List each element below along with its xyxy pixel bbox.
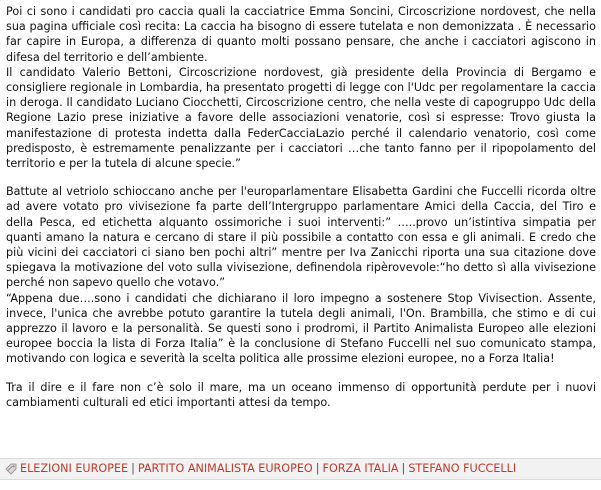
- tag-icon: [5, 463, 17, 475]
- tag-link-stefano-fuccelli[interactable]: STEFANO FUCCELLI: [408, 462, 517, 475]
- paragraph-line: “Appena due….sono i candidati che dichiarano il loro impegno a sostenere Stop Vivisection. Assente, invece, l'unica che avrebbe potuto garantire la tutela degli animali, l'On. Brambilla, che stimo e di cui apprezzo il lavoro e la personalità. Se questi sono i prodromi, il Partito Animalista Europeo alle elezioni europee boccia la lista di Forza Italia” è la conclusione di Stefano Fuccelli nel suo comunicato stampa, motivando con logica e severità la scelta politica alle prossime elezioni europee, no a Forza Italia!: [6, 291, 596, 366]
- tag-separator: |: [315, 462, 320, 475]
- tag-bar: [0, 458, 601, 480]
- tag-link-elezioni-europee[interactable]: ELEZIONI EUROPEE: [20, 462, 129, 475]
- tag-link-partito-animalista-europeo[interactable]: PARTITO ANIMALISTA EUROPEO: [137, 462, 313, 475]
- paragraph-line: Tra il dire e il fare non c’è solo il mare, ma un oceano immenso di opportunità perdute per i nuovi cambiamenti culturali ed etici importanti attesi da tempo.: [6, 380, 596, 409]
- tag-link-forza-italia[interactable]: FORZA ITALIA: [322, 462, 399, 475]
- tag-separator: |: [401, 462, 406, 475]
- article-body: [6, 4, 596, 410]
- paragraph-line: Il candidato Valerio Bettoni, Circoscrizione nordovest, già presidente della Provincia di Bergamo e consigliere regionale in Lombardia, ha presentato progetti di legge con l'Udc per regolamentare la caccia in deroga. Il candidato Luciano Ciocchetti, Circoscrizione centro, che nella veste di capogruppo Udc della Regione Lazio prese iniziative a favore delle associazioni venatorie, così si espresse: Trovo giusta la manifestazione di protesta indetta dalla FederCacciaLazio perché il calendario venatorio, così come predisposto, è estremamente penalizzante per i cacciatori …che tanto fanno per il ripopolamento del territorio e per la tutela di alcune specie.”: [6, 65, 596, 171]
- paragraph-line: Poi ci sono i candidati pro caccia quali la cacciatrice Emma Soncini, Circoscrizione nordovest, che nella sua pagina ufficiale così recita: La caccia ha bisogno di essere tutelata e non demonizzata . È necessario far capire in Europa, a differenza di quanto molti possano pensare, che anche i cacciatori agiscono in difesa del territorio e dell’ambiente.: [6, 5, 596, 64]
- tag-separator: |: [131, 462, 135, 475]
- paragraph-line: Battute al vetriolo schioccano anche per l'europarlamentare Elisabetta Gardini che Fuccelli ricorda oltre ad avere votato pro vivisezione fa parte dell’Intergruppo parlamentare Amici della Caccia, del Tiro e della Pesca, ed etichetta alquanto ossimoriche i suoi interventi:” …..provo un’istintiva simpatia per quanti amano la natura e cercano di stare il più possibile a contatto con essa e gli animali. E credo che più vicini dei cacciatori ci siano ben pochi altri” mentre per Iva Zanicchi riporta una sua citazione dove spiegava la motivazione del voto sulla vivisezione, definendola ripèrovevole:“ho detto sì alla vivisezione perché non sapevo quello che votavo.”: [6, 185, 596, 290]
